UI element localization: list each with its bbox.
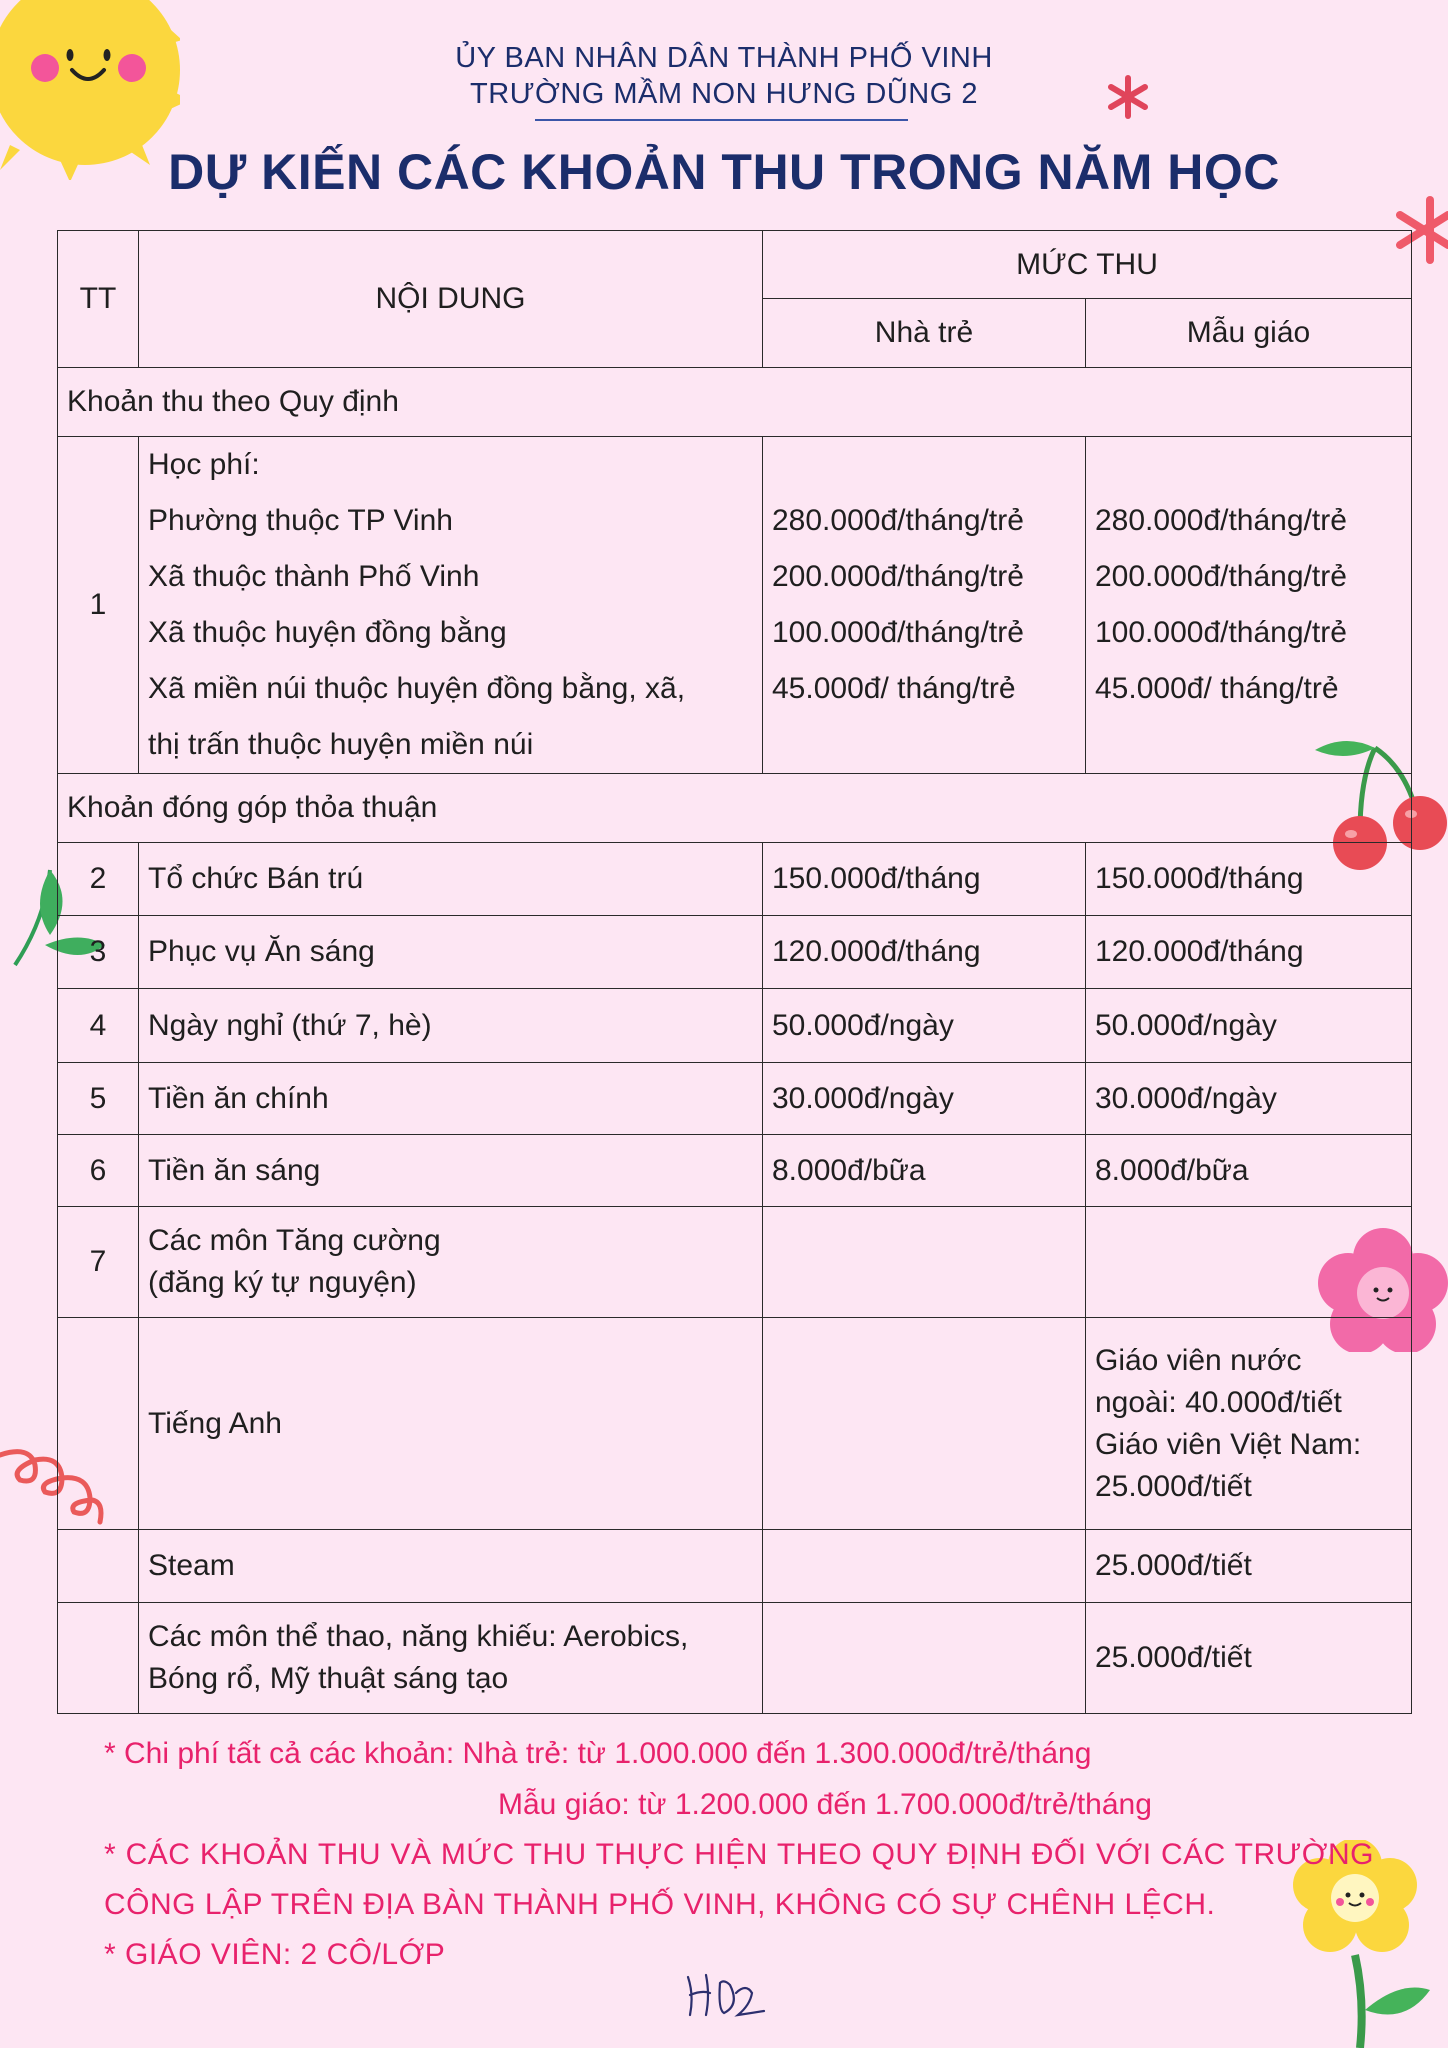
enrichment-content: Các môn Tăng cường (đăng ký tự nguyện)	[139, 1207, 763, 1318]
english-content: Tiếng Anh	[139, 1318, 763, 1530]
header-divider	[535, 119, 908, 121]
steam-kindergarten: 25.000đ/tiết	[1086, 1530, 1412, 1603]
table-row	[58, 1318, 1412, 1530]
sports-kindergarten: 25.000đ/tiết	[1086, 1603, 1412, 1714]
authority-name: ỦY BAN NHÂN DÂN THÀNH PHỐ VINH	[455, 42, 993, 74]
policy-note-line2: CÔNG LẬP TRÊN ĐỊA BÀN THÀNH PHỐ VINH, KHÔNG CÓ SỰ CHÊNH LỆCH.	[104, 1888, 1216, 1921]
section-row	[58, 368, 1412, 437]
table-row	[58, 1530, 1412, 1603]
cost-note-nursery: * Chi phí tất cả các khoản: Nhà trẻ: từ 1.000.000 đến 1.300.000đ/trẻ/tháng	[104, 1737, 1092, 1770]
teacher-note: * GIÁO VIÊN: 2 CÔ/LỚP	[104, 1938, 446, 1971]
table-row: 5 Tiền ăn chính 30.000đ/ngày 30.000đ/ngày	[58, 1063, 1412, 1135]
row-tt: 1	[58, 437, 139, 774]
header-kindergarten: Mẫu giáo	[1086, 299, 1412, 368]
table-header-row	[58, 231, 1412, 299]
section-regulated: Khoản thu theo Quy định	[58, 368, 1412, 437]
policy-note-line1: * CÁC KHOẢN THU VÀ MỨC THU THỰC HIỆN THEO QUY ĐỊNH ĐỐI VỚI CÁC TRƯỜNG	[104, 1838, 1374, 1871]
table-row	[58, 437, 1412, 774]
header-fee: MỨC THU	[763, 231, 1412, 299]
tuition-kindergarten: 280.000đ/tháng/trẻ 200.000đ/tháng/trẻ 100.000đ/tháng/trẻ 45.000đ/ tháng/trẻ	[1086, 437, 1412, 774]
page-title: DỰ KIẾN CÁC KHOẢN THU TRONG NĂM HỌC	[168, 144, 1280, 200]
header-nursery: Nhà trẻ	[763, 299, 1086, 368]
header-content: NỘI DUNG	[139, 231, 763, 368]
school-name: TRƯỜNG MẦM NON HƯNG DŨNG 2	[470, 78, 978, 110]
table-row: 4 Ngày nghỉ (thứ 7, hè) 50.000đ/ngày 50.000đ/ngày	[58, 989, 1412, 1063]
table-row: 7 Các môn Tăng cường (đăng ký tự nguyện)	[58, 1207, 1412, 1318]
table-row: 6 Tiền ăn sáng 8.000đ/bữa 8.000đ/bữa	[58, 1135, 1412, 1207]
tuition-content: Học phí: Phường thuộc TP Vinh Xã thuộc thành Phố Vinh Xã thuộc huyện đồng bằng Xã miền núi thuộc huyện đồng bằng, xã, thị trấn thuộc huyện miền núi	[139, 437, 763, 774]
section-agreed: Khoản đóng góp thỏa thuận	[58, 774, 1412, 843]
table-row: 3 Phục vụ Ăn sáng 120.000đ/tháng 120.000đ/tháng	[58, 916, 1412, 989]
steam-content: Steam	[139, 1530, 763, 1603]
header-tt: TT	[58, 231, 139, 368]
signature	[680, 1965, 770, 2025]
table-row	[58, 1603, 1412, 1714]
section-row	[58, 774, 1412, 843]
english-kindergarten: Giáo viên nước ngoài: 40.000đ/tiết Giáo viên Việt Nam: 25.000đ/tiết	[1086, 1318, 1412, 1530]
fee-table	[57, 230, 1412, 1714]
table-row: 2 Tổ chức Bán trú 150.000đ/tháng 150.000đ/tháng	[58, 843, 1412, 916]
cost-note-kindergarten: Mẫu giáo: từ 1.200.000 đến 1.700.000đ/trẻ/tháng	[498, 1788, 1152, 1821]
sports-content: Các môn thể thao, năng khiếu: Aerobics, Bóng rổ, Mỹ thuật sáng tạo	[139, 1603, 763, 1714]
tuition-nursery: 280.000đ/tháng/trẻ 200.000đ/tháng/trẻ 100.000đ/tháng/trẻ 45.000đ/ tháng/trẻ	[763, 437, 1086, 774]
